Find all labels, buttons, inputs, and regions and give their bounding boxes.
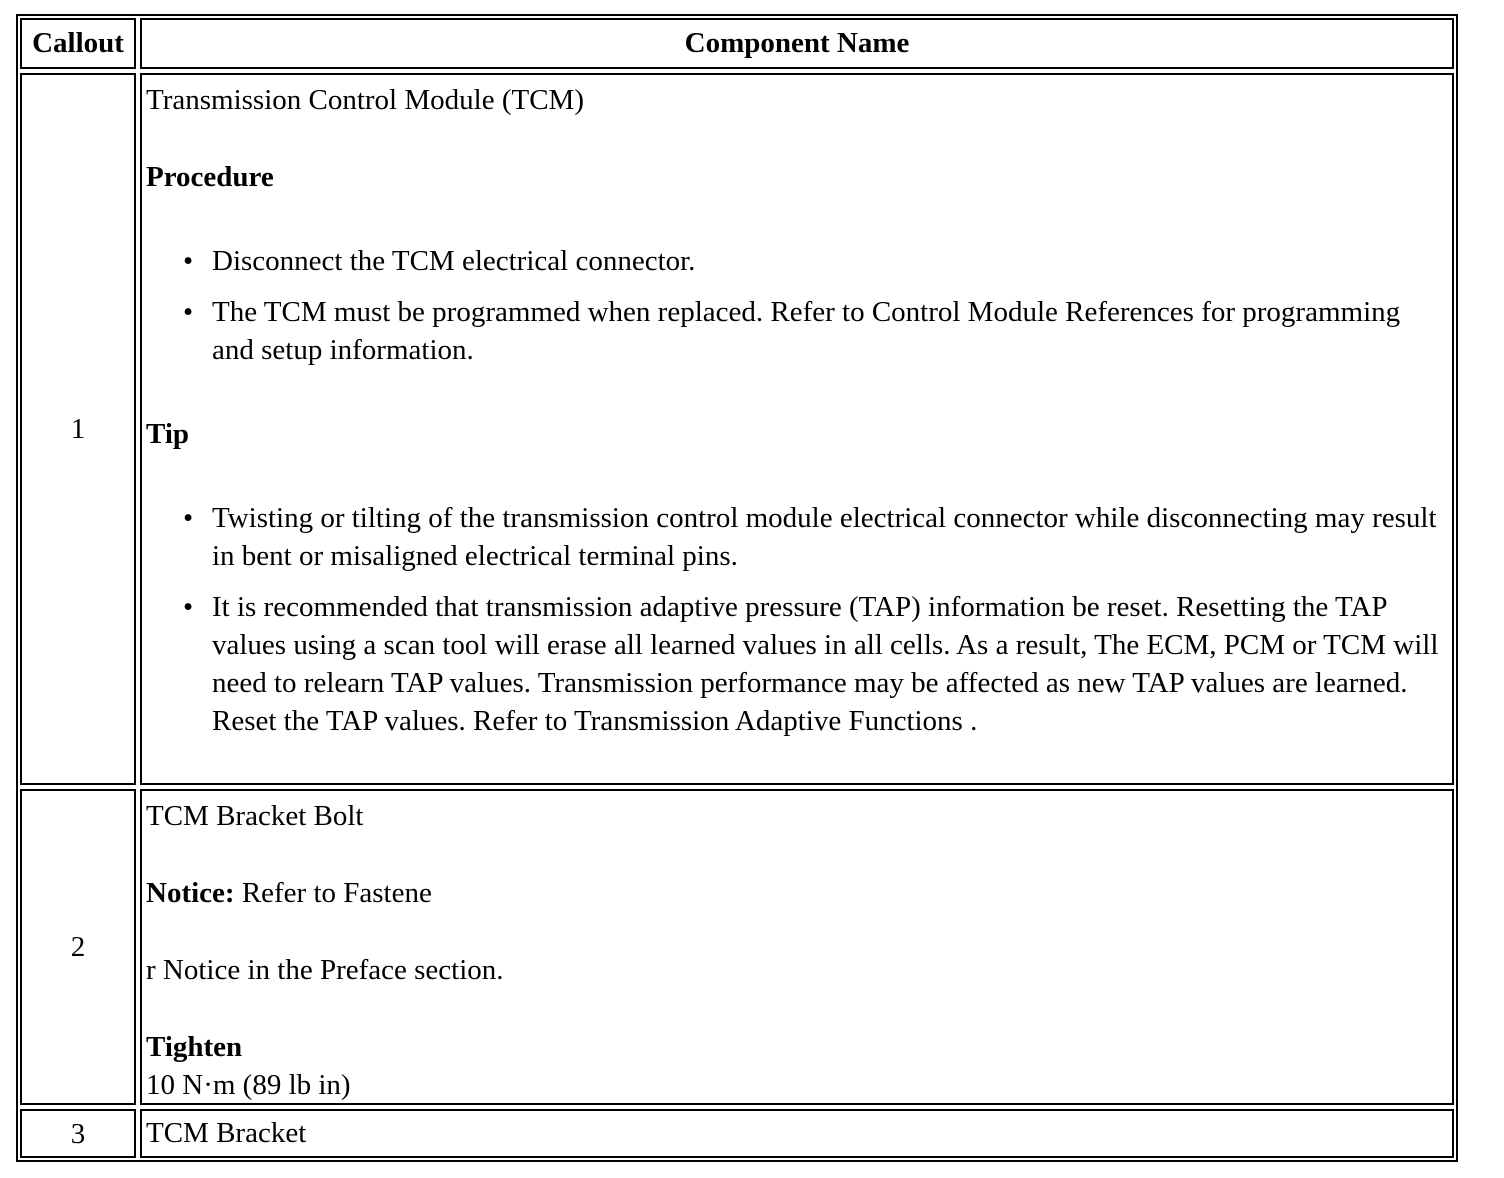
component-cell-3	[140, 1109, 1454, 1158]
component-table	[16, 14, 1458, 1162]
notice-continued: r Notice in the Preface section.	[146, 954, 504, 986]
list-item: • The TCM must be programmed when replaced. Refer to Control Module References for programming and setup information.	[146, 293, 1446, 369]
tip-heading: Tip	[146, 418, 190, 450]
component-title: Transmission Control Module (TCM)	[146, 84, 584, 116]
tighten-heading: Tighten	[146, 1031, 243, 1063]
procedure-list	[146, 242, 1446, 369]
notice-text: Refer to Fastene	[234, 877, 432, 909]
callout-cell-2	[20, 789, 136, 1105]
header-component-name: Component Name	[140, 18, 1454, 69]
list-item: • It is recommended that transmission adaptive pressure (TAP) information be reset. Resetting the TAP values using a scan tool will erase all learned values in all cells. As a result, The ECM, PCM or TCM will need to relearn TAP values. Transmission performance may be affected as new TAP values are learned. Reset the TAP values. Refer to Transmission Adaptive Functions .	[146, 588, 1446, 740]
list-item: • Disconnect the TCM electrical connector.	[146, 242, 1446, 280]
component-cell-2	[140, 789, 1454, 1105]
torque-value: 10 N·m (89 lb in)	[146, 1069, 351, 1101]
component-title: TCM Bracket Bolt	[146, 800, 364, 832]
callout-number: 3	[70, 1117, 86, 1150]
callout-number: 1	[70, 413, 86, 445]
callout-cell-3	[20, 1109, 136, 1158]
component-title: TCM Bracket	[146, 1117, 307, 1149]
notice-label: Notice:	[146, 877, 235, 909]
list-item: • Twisting or tilting of the transmission control module electrical connector while disconnecting may result in bent or misaligned electrical terminal pins.	[146, 499, 1446, 575]
procedure-heading: Procedure	[146, 161, 274, 193]
callout-number: 2	[70, 931, 86, 963]
tip-list	[146, 499, 1446, 740]
notice-line	[146, 874, 1446, 912]
callout-cell-1	[20, 73, 136, 785]
header-callout: Callout	[20, 18, 136, 69]
component-cell-1	[140, 73, 1454, 785]
